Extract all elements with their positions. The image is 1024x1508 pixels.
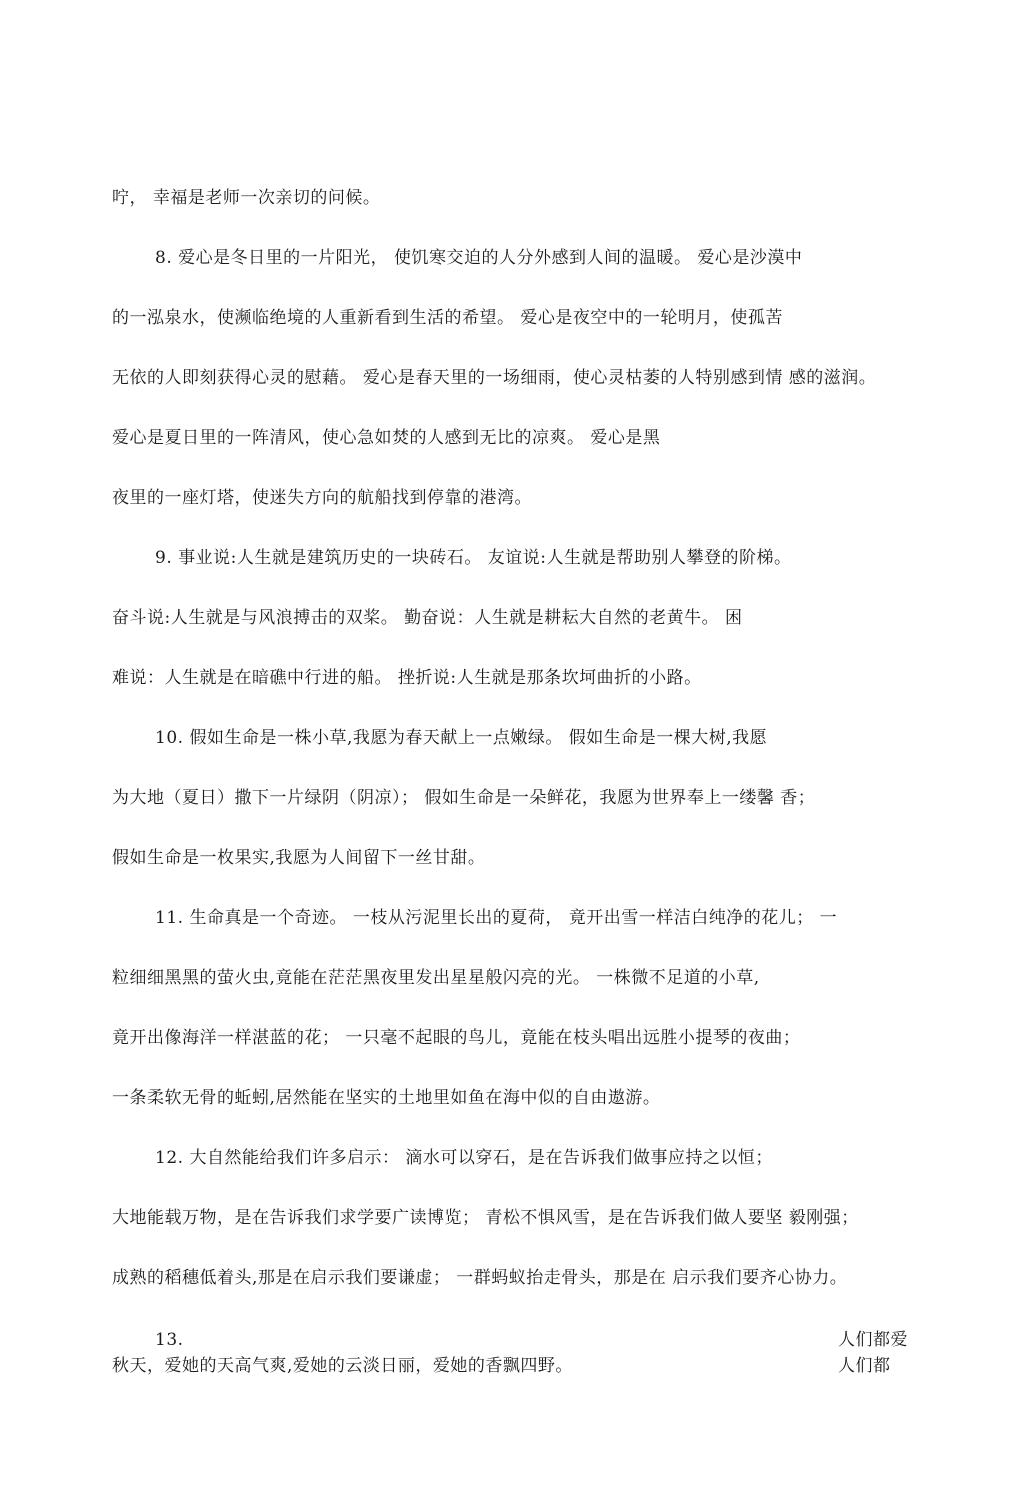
text-line: 奋斗说:人生就是与风浪搏击的双桨。 勤奋说：人生就是耕耘大自然的老黄牛。 困	[112, 608, 743, 628]
text-line: 大地能载万物，是在告诉我们求学要广读博览； 青松不惧风雪，是在告诉我们做人要坚 毅刚强；	[112, 1208, 859, 1228]
text-line: 爱心是夏日里的一阵清风，使心急如焚的人感到无比的凉爽。 爱心是黑	[112, 428, 661, 448]
paragraph-12-start: 12. 大自然能给我们许多启示： 滴水可以穿石，是在告诉我们做事应持之以恒；	[155, 1148, 773, 1168]
text-line: 难说：人生就是在暗礁中行进的船。 挫折说:人生就是那条坎坷曲折的小路。	[112, 668, 702, 688]
text-line: 咛， 幸福是老师一次亲切的问候。	[112, 188, 381, 208]
text-line: 无依的人即刻获得心灵的慰藉。 爱心是春天里的一场细雨，使心灵枯萎的人特别感到情 感的滋润。	[112, 368, 877, 388]
text-line: 粒细细黑黑的萤火虫,竟能在茫茫黑夜里发出星星般闪亮的光。 一株微不足道的小草,	[112, 968, 760, 988]
text-line: 假如生命是一枚果实,我愿为人间留下一丝甘甜。	[112, 848, 486, 868]
paragraph-13-number: 13.	[155, 1330, 184, 1350]
text-line: 成熟的稻穗低着头,那是在启示我们要谦虚； 一群蚂蚁抬走骨头，那是在 启示我们要齐心协力。	[112, 1268, 848, 1288]
text-line: 秋天，爱她的天高气爽,爱她的云淡日丽，爱她的香飘四野。	[112, 1356, 573, 1376]
text-line: 竟开出像海洋一样湛蓝的花； 一只毫不起眼的鸟儿，竟能在枝头唱出远胜小提琴的夜曲；	[112, 1028, 801, 1048]
paragraph-9-start: 9. 事业说:人生就是建筑历史的一块砖石。 友谊说:人生就是帮助别人攀登的阶梯。	[155, 548, 792, 568]
right-fragment: 人们都	[838, 1356, 891, 1376]
paragraph-8-start: 8. 爱心是冬日里的一片阳光， 使饥寒交迫的人分外感到人间的温暖。 爱心是沙漠中	[155, 248, 803, 268]
text-line: 的一泓泉水，使濒临绝境的人重新看到生活的希望。 爱心是夜空中的一轮明月，使孤苦	[112, 308, 783, 328]
paragraph-10-start: 10. 假如生命是一株小草,我愿为春天献上一点嫩绿。 假如生命是一棵大树,我愿	[155, 728, 768, 748]
paragraph-11-start: 11. 生命真是一个奇迹。 一枝从污泥里长出的夏荷， 竟开出雪一样洁白纯净的花儿； 一	[155, 908, 838, 928]
text-line: 一条柔软无骨的蚯蚓,居然能在坚实的土地里如鱼在海中似的自由遨游。	[112, 1088, 661, 1108]
text-line: 为大地（夏日）撒下一片绿阴（阴凉）； 假如生命是一朵鲜花，我愿为世界奉上一缕馨 香；	[112, 788, 816, 808]
right-fragment: 人们都爱	[838, 1330, 908, 1350]
text-line: 夜里的一座灯塔，使迷失方向的航船找到停靠的港湾。	[112, 488, 532, 508]
